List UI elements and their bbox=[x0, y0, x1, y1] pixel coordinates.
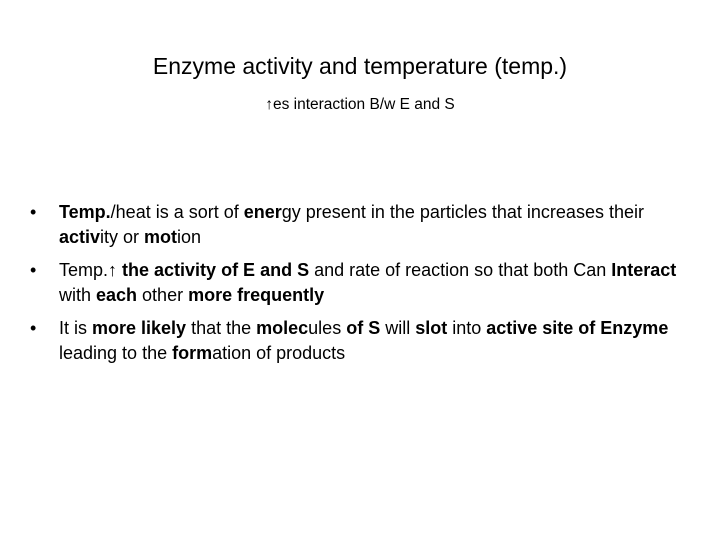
bullet-text-segment: Temp. bbox=[59, 202, 111, 222]
bullet-text-segment: other bbox=[137, 285, 189, 305]
bullet-text-segment: of S bbox=[346, 318, 381, 338]
bullet-text-segment: form bbox=[172, 343, 213, 363]
bullet-text-segment: with bbox=[59, 285, 97, 305]
bullet-text-segment: that the bbox=[186, 318, 257, 338]
bullet-text-segment: ion bbox=[177, 227, 202, 247]
bullet-text-segment: ity or bbox=[100, 227, 145, 247]
bullet-text-segment: It is bbox=[59, 318, 93, 338]
bullet-item bbox=[30, 258, 690, 308]
bullet-item bbox=[30, 200, 690, 250]
bullet-text-segment: more frequently bbox=[188, 285, 325, 305]
bullet-text-segment: mot bbox=[144, 227, 178, 247]
bullet-text-segment: more likely bbox=[92, 318, 187, 338]
slide-subtitle: ↑es interaction B/w E and S bbox=[265, 96, 455, 113]
bullet-text-segment: molec bbox=[256, 318, 309, 338]
bullet-text-segment: ener bbox=[243, 202, 282, 222]
bullet-text-segment: ules bbox=[308, 318, 347, 338]
bullet-text-segment: /heat is a sort of bbox=[110, 202, 244, 222]
bullet-dot-icon: • bbox=[30, 202, 37, 222]
slide-title: Enzyme activity and temperature (temp.) bbox=[152, 53, 568, 79]
bullet-text-segment: each bbox=[96, 285, 138, 305]
bullet-text-segment: gy present in the particles that increases their bbox=[281, 202, 644, 222]
bullet-text-segment: will bbox=[380, 318, 416, 338]
bullet-text-segment: Interact bbox=[611, 260, 677, 280]
bullet-text-segment: activ bbox=[59, 227, 101, 247]
bullet-text bbox=[59, 202, 644, 247]
bullet-text-segment: into bbox=[447, 318, 487, 338]
bullet-text-segment: leading to the bbox=[59, 343, 173, 363]
bullet-text-segment: ation of products bbox=[212, 343, 346, 363]
bullet-text-segment: slot bbox=[415, 318, 448, 338]
bullet-text-segment: ↑ the activity of E and S bbox=[108, 260, 310, 280]
bullet-text bbox=[59, 260, 676, 305]
bullet-text-segment: and rate of reaction so that both Can bbox=[309, 260, 612, 280]
bullet-list bbox=[30, 200, 690, 374]
bullet-text-segment: Temp. bbox=[59, 260, 109, 280]
bullet-dot-icon: • bbox=[30, 318, 37, 338]
bullet-dot-icon: • bbox=[30, 260, 37, 280]
bullet-item bbox=[30, 316, 690, 366]
bullet-text-segment: active site of Enzyme bbox=[486, 318, 669, 338]
bullet-text bbox=[59, 318, 668, 363]
